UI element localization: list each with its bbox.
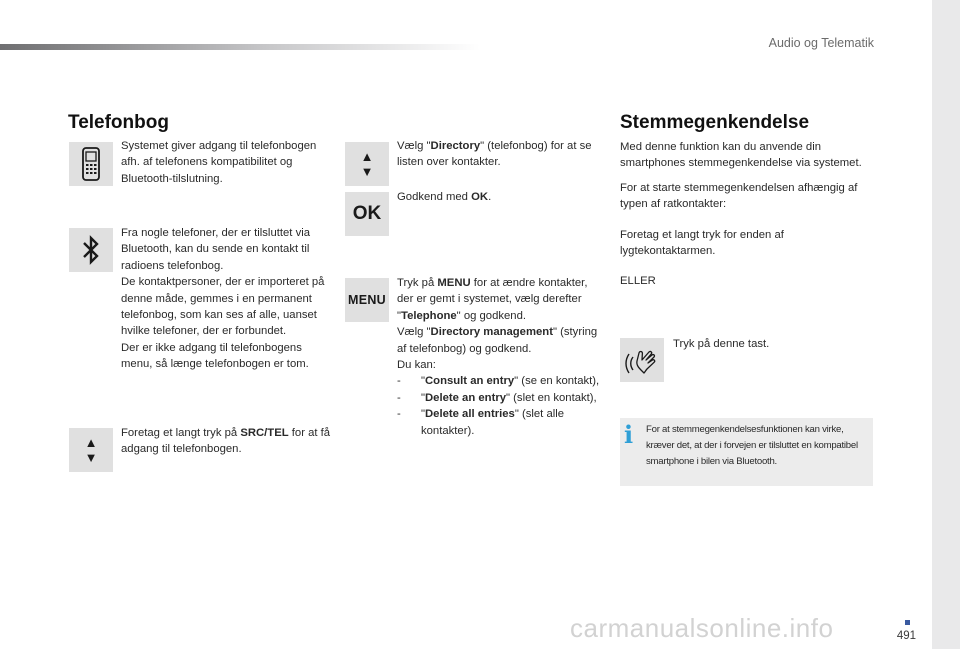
- page-marker: [905, 620, 910, 625]
- arrow-updown-icon: ▲ ▼: [345, 142, 389, 186]
- section-title-stemmegenkendelse: Stemmegenkendelse: [620, 112, 810, 133]
- arrow-updown-icon: ▲ ▼: [69, 428, 113, 472]
- section-header: Audio og Telematik: [768, 36, 874, 50]
- menu-instructions: Tryk på MENU for at ændre kontakter, der er gemt i systemet, vælg derefter "Telephone" og godkend. Vælg "Directory management" (styring af telefonbog) og godkend. Du kan: - "Consult an entry" (se en kontakt), - "Delete an entry" (slet en kontakt), - "Delete all entries" (slet alle kontakter).: [397, 275, 601, 439]
- telefonbog-intro: Systemet giver adgang til telefonbogen afh. af telefonens kompatibilitet og Bluetooth-tilslutning.: [121, 140, 317, 185]
- right-margin-strip: [932, 0, 960, 649]
- page-number: 491: [896, 630, 916, 642]
- watermark: carmanualsonline.info: [570, 613, 834, 643]
- menu-button-icon: MENU: [345, 278, 389, 322]
- confirm-step: Godkend med OK.: [397, 191, 492, 203]
- section-title-telefonbog: Telefonbog: [68, 112, 169, 133]
- ok-button-icon: OK: [345, 192, 389, 236]
- voice-intro: Med denne funktion kan du anvende din smartphones stemmegenkendelse via systemet. For at starte stemmegenkendelsen afhængig af typen af ratkontakter: Foretag et langt tryk for enden af lygtekontaktarmen. ELLER: [620, 141, 862, 288]
- src-tel-instruction: Foretag et langt tryk på SRC/TEL for at få adgang til telefonbogen.: [121, 427, 331, 456]
- list-item: - "Consult an entry" (se en kontakt),: [397, 375, 600, 388]
- list-item: - "Delete all entries" (slet alle kontakter).: [397, 408, 565, 437]
- list-item: - "Delete an entry" (slet en kontakt),: [397, 391, 597, 404]
- info-text: For at stemmegenkendelsesfunktionen kan virke, kræver det, at der i forvejen er tilsluttet en kompatibel smartphone i bilen via Bluetooth.: [646, 424, 858, 467]
- bluetooth-description: Fra nogle telefoner, der er tilsluttet via Bluetooth, kan du sende en kontakt til radioens telefonbog. De kontaktpersoner, der er importeret på denne måde, gemmes i en permanent telefonbog, som kan ses af alle, uanset hvilke telefoner, der er forbundet. Der er ikke adgang til telefonbogens menu, så længe telefonbogen er tom.: [121, 227, 325, 371]
- directory-step: Vælg "Directory" (telefonbog) for at se listen over kontakter.: [397, 140, 592, 169]
- bluetooth-icon: [69, 228, 113, 272]
- info-icon: i: [624, 420, 634, 449]
- voice-command-icon: [620, 338, 664, 382]
- press-key-instruction: Tryk på denne tast.: [673, 338, 770, 350]
- header-gradient-bar: [0, 44, 480, 50]
- phone-icon: [69, 142, 113, 186]
